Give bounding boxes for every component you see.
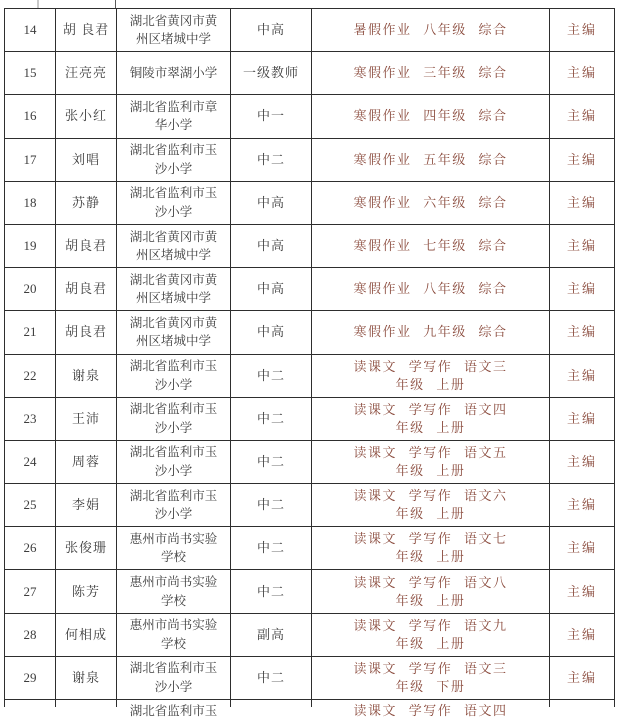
- name-cell: 胡良君: [56, 311, 117, 353]
- table-row: [5, 139, 614, 182]
- school-cell: 湖北省监利市玉 沙小学: [117, 657, 231, 699]
- school-cell: 湖北省监利市玉 沙小学: [117, 182, 231, 224]
- school-cell: 湖北省监利市玉 沙小学: [117, 484, 231, 526]
- name-cell: 苏静: [56, 182, 117, 224]
- work-title-cell: 读课文 学写作 语文三 年级 上册: [312, 355, 550, 397]
- table-row: [5, 268, 614, 311]
- name-cell: 何相成: [56, 614, 117, 656]
- name-cell: 张俊珊: [56, 527, 117, 569]
- row-number-cell: 21: [5, 311, 56, 353]
- top-remnant-border-right: [115, 0, 116, 8]
- row-number-cell: 14: [5, 9, 56, 51]
- table-row-partial: [5, 700, 614, 718]
- role-cell: 主编: [566, 65, 597, 81]
- work-title-cell: 寒假作业 三年级 综合: [312, 52, 550, 94]
- work-title-cell: 读课文 学写作 语文三 年级 下册: [312, 657, 550, 699]
- title-rank-cell: 一级教师: [231, 52, 312, 94]
- title-rank-cell: 中二: [231, 441, 312, 483]
- role-cell: 主编: [566, 367, 597, 383]
- name-cell: 谢泉: [56, 355, 117, 397]
- work-title-cell: 读课文 学写作 语文八 年级 上册: [312, 570, 550, 612]
- school-cell: 惠州市尚书实验 学校: [117, 570, 231, 612]
- role-cell: 主编: [566, 324, 597, 340]
- school-cell: 湖北省监利市章 华小学: [117, 95, 231, 137]
- row-number-cell: 20: [5, 268, 56, 310]
- name-cell: 汪亮亮: [56, 52, 117, 94]
- row-number-cell: 18: [5, 182, 56, 224]
- table-row: [5, 441, 614, 484]
- name-cell: 胡良君: [56, 225, 117, 267]
- role-cell: 主编: [566, 669, 597, 685]
- role-cell: 主编: [566, 626, 597, 642]
- name-cell: 王沛: [56, 398, 117, 440]
- title-rank-cell: 中高: [231, 268, 312, 310]
- row-number-cell: 25: [5, 484, 56, 526]
- title-rank-cell: 中二: [231, 139, 312, 181]
- work-title-cell: 寒假作业 九年级 综合: [312, 311, 550, 353]
- title-rank-cell: 中二: [231, 657, 312, 699]
- role-cell: 主编: [566, 497, 597, 513]
- role-cell: 主编: [566, 238, 597, 254]
- table-row: [5, 52, 614, 95]
- role-cell: [550, 700, 614, 707]
- name-cell: 胡 良君: [56, 9, 117, 51]
- school-cell: 湖北省监利市玉: [117, 700, 231, 707]
- school-cell: 惠州市尚书实验 学校: [117, 527, 231, 569]
- name-cell: 陈芳: [56, 570, 117, 612]
- school-cell: 惠州市尚书实验 学校: [117, 614, 231, 656]
- name-cell: 周蓉: [56, 441, 117, 483]
- school-cell: 湖北省监利市玉 沙小学: [117, 139, 231, 181]
- work-title-cell: 寒假作业 七年级 综合: [312, 225, 550, 267]
- table-row: [5, 657, 614, 700]
- row-number-cell: 24: [5, 441, 56, 483]
- row-number-cell: 26: [5, 527, 56, 569]
- table-row: [5, 484, 614, 527]
- table-row: [5, 95, 614, 138]
- row-number-cell: 27: [5, 570, 56, 612]
- table-row: [5, 355, 614, 398]
- role-cell: 主编: [566, 22, 597, 38]
- school-cell: 湖北省黄冈市黄 州区堵城中学: [117, 9, 231, 51]
- title-rank-cell: 中二: [231, 398, 312, 440]
- name-cell: 李娟: [56, 484, 117, 526]
- title-rank-cell: 中二: [231, 527, 312, 569]
- school-cell: 湖北省黄冈市黄 州区堵城中学: [117, 225, 231, 267]
- title-rank-cell: 中高: [231, 311, 312, 353]
- table-row: [5, 570, 614, 613]
- work-title-cell: 寒假作业 六年级 综合: [312, 182, 550, 224]
- work-title-cell: 暑假作业 八年级 综合: [312, 9, 550, 51]
- work-title-cell: 读课文 学写作 语文七 年级 上册: [312, 527, 550, 569]
- table-row: [5, 398, 614, 441]
- work-title-cell: 读课文 学写作 语文六 年级 上册: [312, 484, 550, 526]
- table-row: [5, 9, 614, 52]
- row-number-cell: 23: [5, 398, 56, 440]
- title-rank-cell: 中高: [231, 225, 312, 267]
- work-title-cell: 读课文 学写作 语文四: [312, 700, 550, 707]
- role-cell: 主编: [566, 540, 597, 556]
- work-title-cell: 寒假作业 四年级 综合: [312, 95, 550, 137]
- row-number-cell: 22: [5, 355, 56, 397]
- role-cell: 主编: [566, 108, 597, 124]
- work-title-cell: 读课文 学写作 语文四 年级 上册: [312, 398, 550, 440]
- row-number-cell: 15: [5, 52, 56, 94]
- role-cell: 主编: [566, 194, 597, 210]
- title-rank-cell: 中高: [231, 182, 312, 224]
- title-rank-cell: 中二: [231, 484, 312, 526]
- editors-table: [4, 8, 615, 718]
- title-rank-cell: 中二: [231, 355, 312, 397]
- role-cell: 主编: [566, 151, 597, 167]
- school-cell: 湖北省监利市玉 沙小学: [117, 355, 231, 397]
- school-cell: 铜陵市翠湖小学: [117, 52, 231, 94]
- top-remnant-border-left: [37, 0, 39, 8]
- work-title-cell: 读课文 学写作 语文五 年级 上册: [312, 441, 550, 483]
- table-row: [5, 311, 614, 354]
- title-rank-cell: [231, 700, 312, 707]
- title-rank-cell: 副高: [231, 614, 312, 656]
- table-row: [5, 225, 614, 268]
- school-cell: 湖北省黄冈市黄 州区堵城中学: [117, 311, 231, 353]
- name-cell: 刘唱: [56, 139, 117, 181]
- work-title-cell: 寒假作业 五年级 综合: [312, 139, 550, 181]
- role-cell: 主编: [566, 453, 597, 469]
- work-title-cell: 读课文 学写作 语文九 年级 上册: [312, 614, 550, 656]
- title-rank-cell: 中二: [231, 570, 312, 612]
- name-cell: 张小红: [56, 95, 117, 137]
- role-cell: 主编: [566, 281, 597, 297]
- row-number-cell: 16: [5, 95, 56, 137]
- work-title-cell: 寒假作业 八年级 综合: [312, 268, 550, 310]
- role-cell: 主编: [566, 410, 597, 426]
- table-row: [5, 614, 614, 657]
- school-cell: 湖北省监利市玉 沙小学: [117, 398, 231, 440]
- name-cell: 谢泉: [56, 657, 117, 699]
- name-cell: 胡良君: [56, 268, 117, 310]
- table-row: [5, 527, 614, 570]
- school-cell: 湖北省监利市玉 沙小学: [117, 441, 231, 483]
- school-cell: 湖北省黄冈市黄 州区堵城中学: [117, 268, 231, 310]
- table-row: [5, 182, 614, 225]
- row-number-cell: [5, 700, 56, 707]
- name-cell: [56, 700, 117, 707]
- role-cell: 主编: [566, 583, 597, 599]
- row-number-cell: 19: [5, 225, 56, 267]
- row-number-cell: 17: [5, 139, 56, 181]
- row-number-cell: 29: [5, 657, 56, 699]
- title-rank-cell: 中一: [231, 95, 312, 137]
- row-number-cell: 28: [5, 614, 56, 656]
- title-rank-cell: 中高: [231, 9, 312, 51]
